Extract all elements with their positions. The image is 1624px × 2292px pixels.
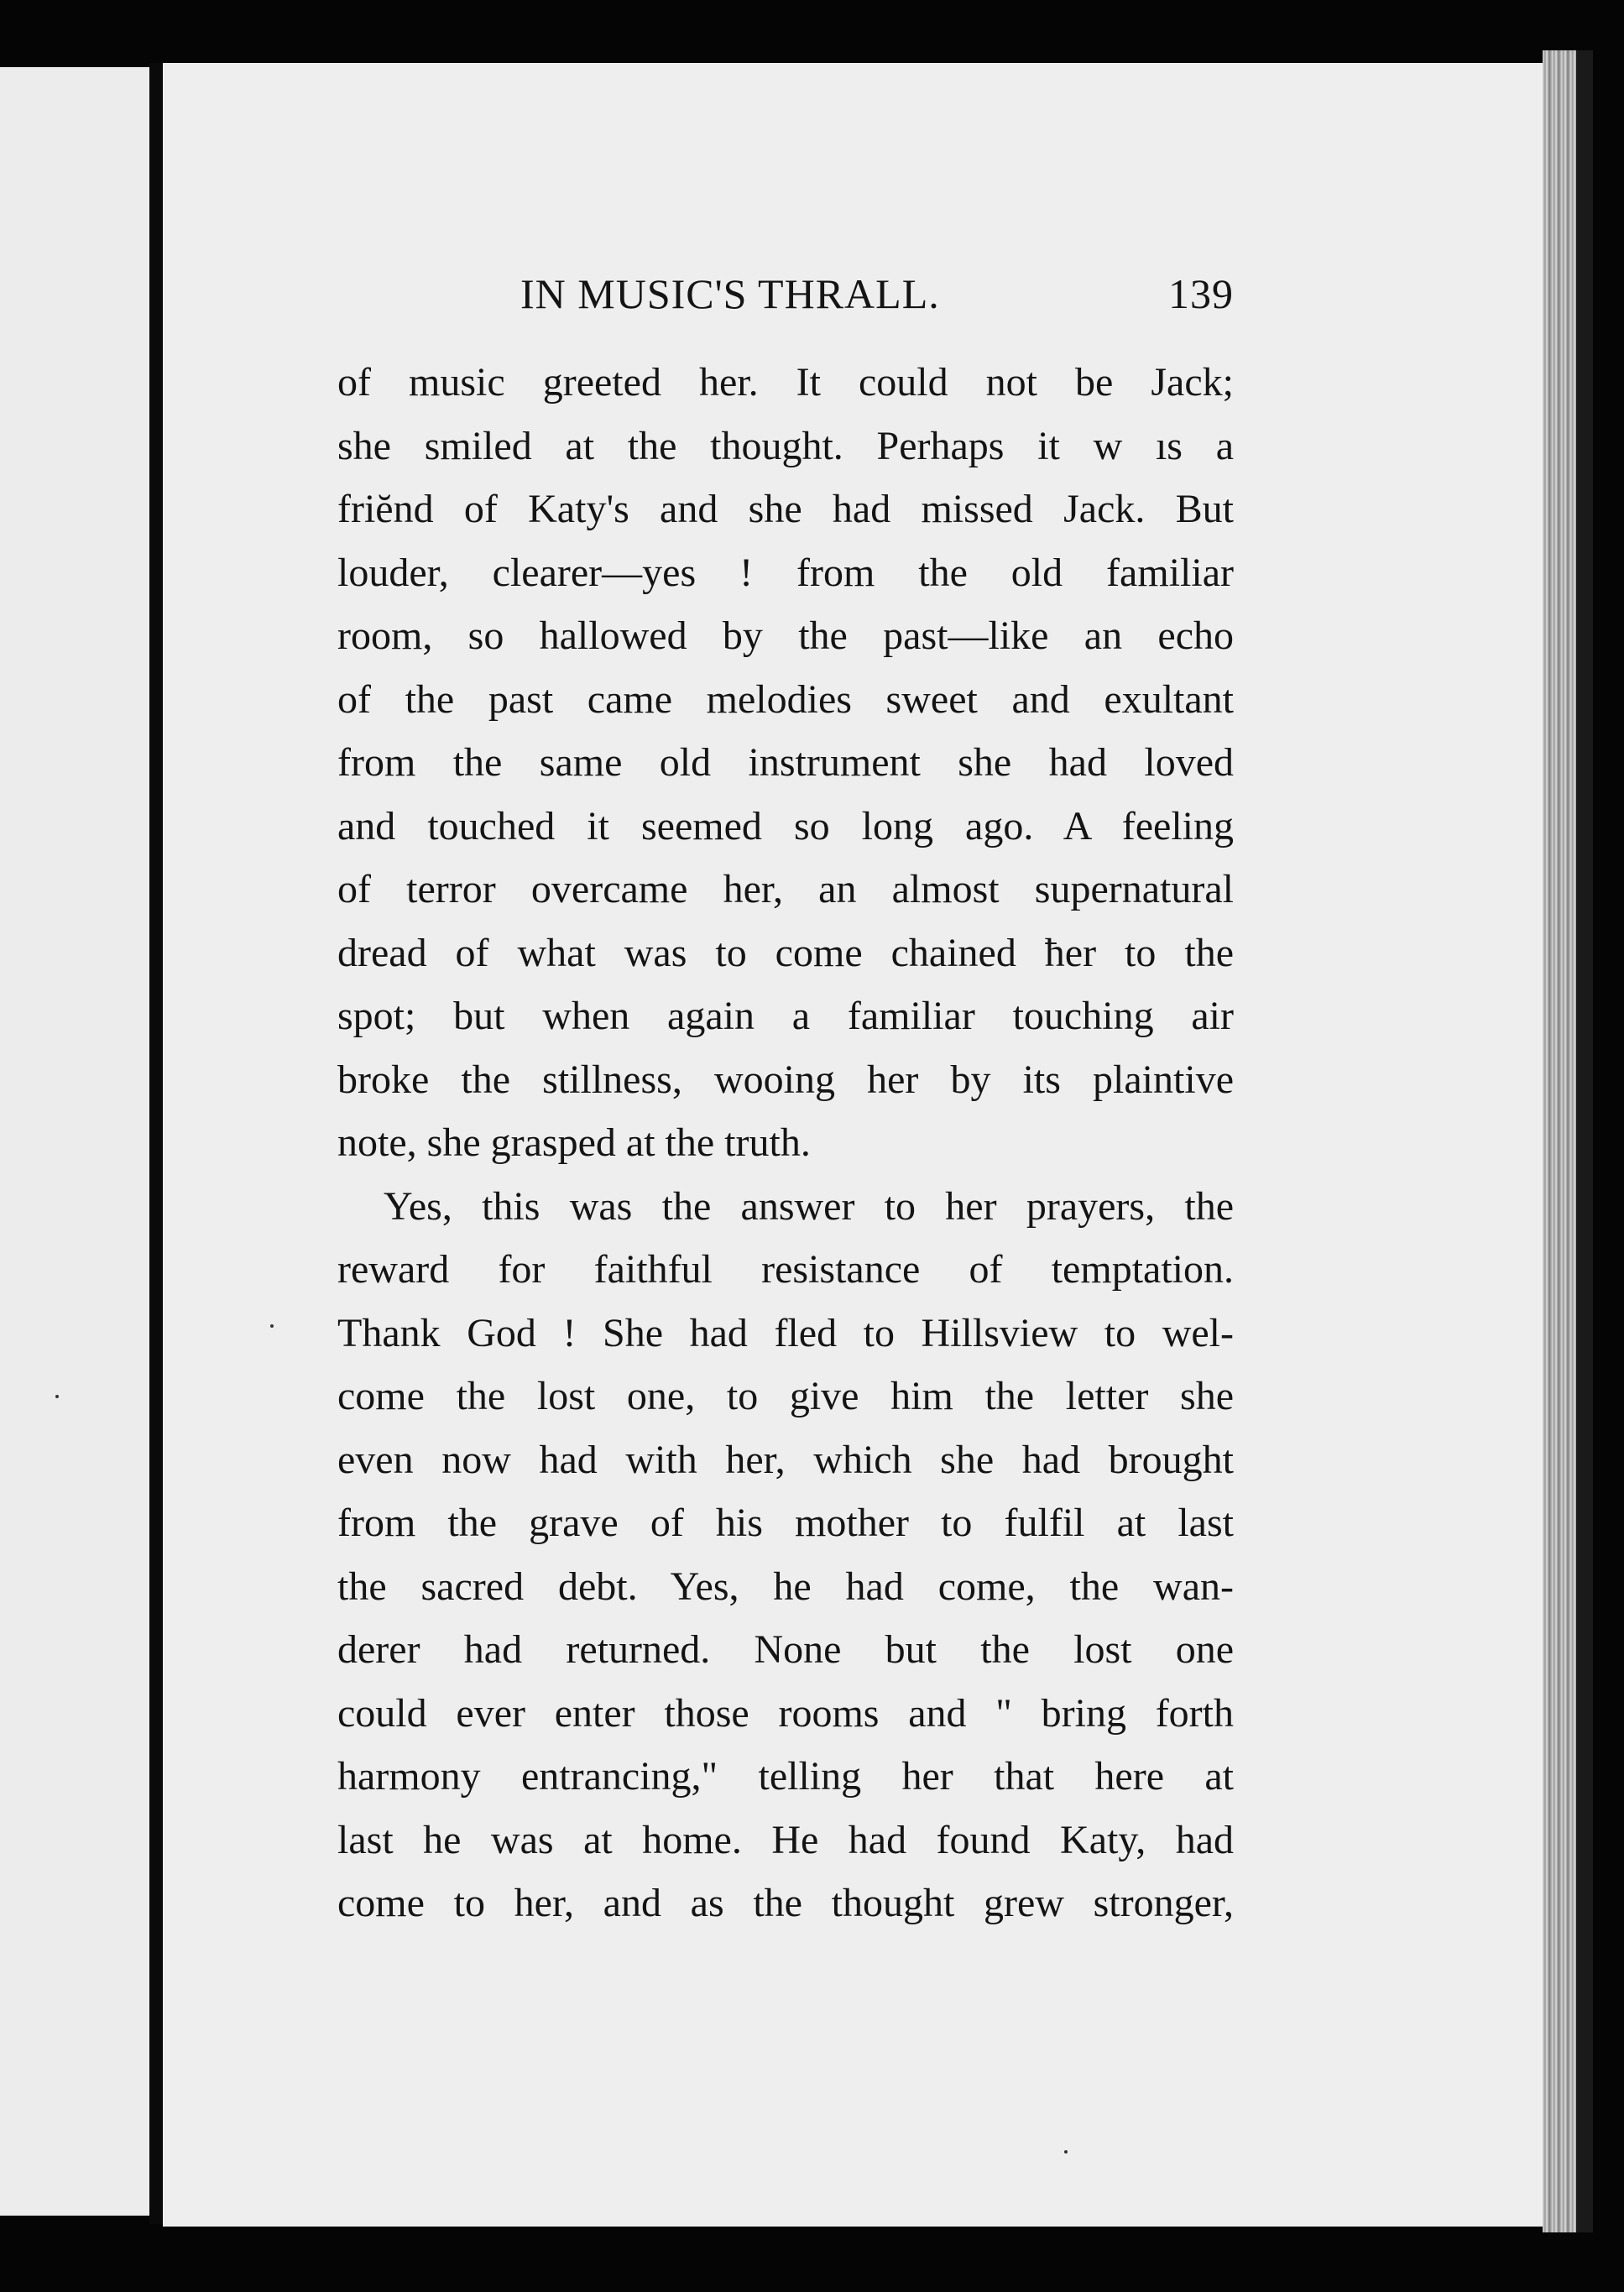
text-line: last he was at home. He had found Katy, had: [337, 1817, 1234, 1862]
text-line: spot; but when again a familiar touching air: [337, 994, 1234, 1038]
previous-page-edge: [0, 67, 149, 2216]
text-line: come to her, and as the thought grew stronger,: [337, 1881, 1234, 1925]
running-head-title: IN MUSIC'S THRALL.: [520, 270, 940, 317]
text-line: dread of what was to come chained ħer to the: [337, 930, 1234, 975]
text-line: harmony entrancing," telling her that here at: [337, 1754, 1234, 1799]
text-line: derer had returned. None but the lost one: [337, 1627, 1234, 1672]
text-line: from the grave of his mother to fulfil at last: [337, 1501, 1234, 1545]
text-line: Yes, this was the answer to her prayers, the: [384, 1183, 1234, 1229]
text-line: could ever enter those rooms and " bring forth: [337, 1690, 1234, 1736]
text-line: of terror overcame her, an almost supernatural: [337, 867, 1234, 911]
text-line: come the lost one, to give him the letter she: [337, 1374, 1234, 1418]
page-number: 139: [1168, 270, 1234, 317]
text-line: room, so hallowed by the past—like an echo: [337, 613, 1234, 658]
text-line: she smiled at the thought. Perhaps it w ıs a: [337, 423, 1234, 468]
text-line: from the same old instrument she had loved: [337, 740, 1234, 785]
scan-border-right: [1576, 50, 1593, 2232]
text-line: even now had with her, which she had brought: [337, 1437, 1234, 1482]
body-text: [337, 351, 1234, 1935]
paragraph: [337, 351, 1234, 1175]
text-line: louder, clearer—yes ! from the old familiar: [337, 550, 1234, 595]
running-head: [520, 264, 1234, 323]
text-line: and touched it seemed so long ago. A feeling: [337, 803, 1234, 848]
text-line: note, she grasped at the truth.: [337, 1120, 811, 1165]
paper-speck: [1064, 2150, 1068, 2154]
paper-speck: [270, 1324, 274, 1328]
text-line: of the past came melodies sweet and exultant: [337, 676, 1234, 722]
text-line: the sacred debt. Yes, he had come, the wan-: [337, 1564, 1234, 1609]
paper-speck: [55, 1395, 59, 1398]
text-line: broke the stillness, wooing her by its plaintive: [337, 1057, 1234, 1102]
text-line: reward for faithful resistance of temptation.: [337, 1247, 1234, 1292]
page-stack-edge: [1543, 50, 1576, 2232]
text-line: Thank God ! She had fled to Hillsview to wel-: [337, 1310, 1234, 1355]
paragraph: [337, 1175, 1234, 1935]
text-line: friĕnd of Katy's and she had missed Jack. But: [337, 487, 1234, 531]
text-line: of music greeted her. It could not be Jack;: [337, 360, 1234, 405]
book-gutter: [149, 63, 163, 2224]
